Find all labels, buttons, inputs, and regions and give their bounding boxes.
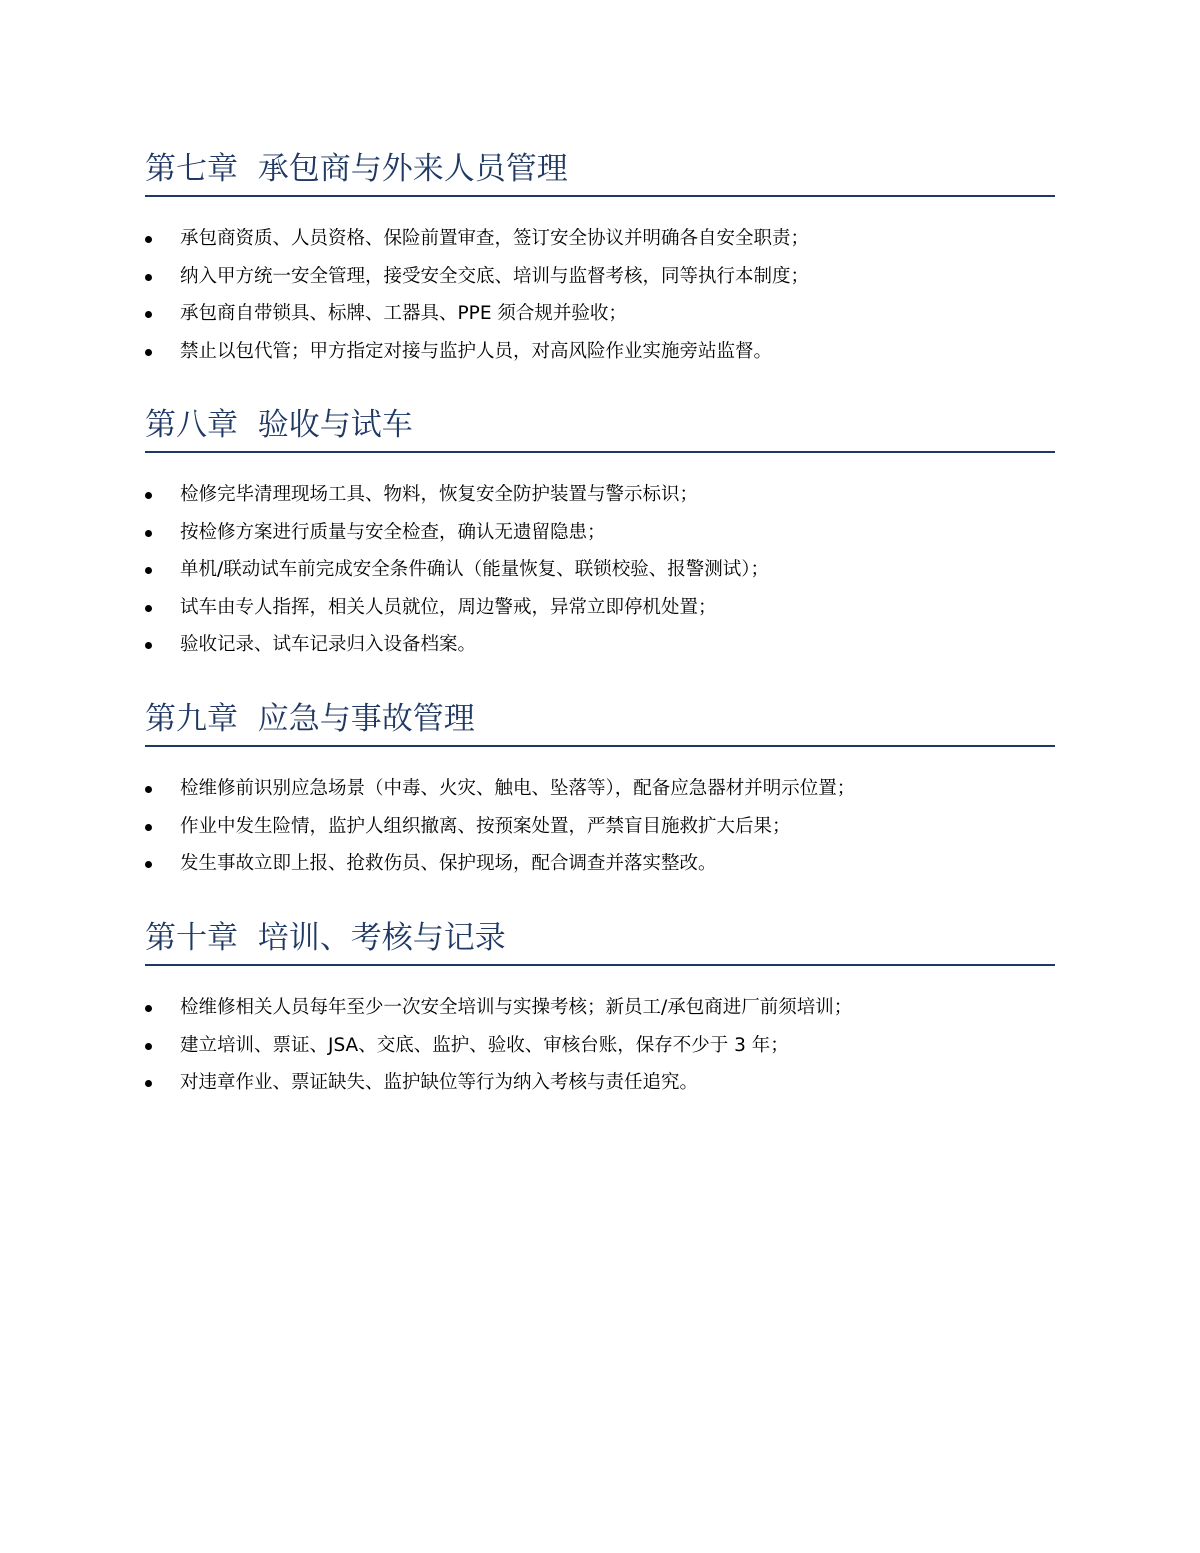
bullet-icon (145, 311, 152, 318)
chapter-7 (145, 149, 1055, 374)
list-item (145, 812, 1055, 850)
list-item-text: 纳入甲方统一安全管理，接受安全交底、培训与监督考核，同等执行本制度； (180, 265, 810, 287)
list-item (145, 774, 1055, 812)
bullet-list (145, 224, 1055, 374)
list-item-text: 对违章作业、票证缺失、监护缺位等行为纳入考核与责任追究。 (180, 1072, 699, 1093)
list-item (145, 1068, 1055, 1106)
chapter-10 (145, 918, 1055, 1106)
list-item (145, 555, 1055, 593)
bullet-icon (145, 1080, 152, 1087)
list-item-text: 发生事故立即上报、抢救伤员、保护现场，配合调查并落实整改。 (180, 853, 717, 874)
list-item (145, 224, 1055, 262)
list-item-text: 禁止以包代管；甲方指定对接与监护人员，对高风险作业实施旁站监督。 (180, 340, 773, 362)
list-item (145, 849, 1055, 887)
bullet-list (145, 480, 1055, 668)
list-item-text: 验收记录、试车记录归入设备档案。 (180, 634, 477, 655)
chapter-title: 第七章 承包商与外来人员管理 (145, 151, 568, 187)
list-item (145, 630, 1055, 668)
list-item-text: 承包商自带锁具、标牌、工器具、PPE 须合规并验收； (180, 303, 627, 324)
chapter-title: 第十章 培训、考核与记录 (145, 920, 506, 956)
list-item (145, 993, 1055, 1031)
list-item-text: 检维修相关人员每年至少一次安全培训与实操考核；新员工/承包商进厂前须培训； (180, 997, 853, 1018)
chapter-title: 第九章 应急与事故管理 (145, 701, 475, 737)
chapter-8 (145, 405, 1055, 668)
bullet-icon (145, 349, 152, 356)
list-item-text: 承包商资质、人员资格、保险前置审查，签订安全协议并明确各自安全职责； (180, 228, 810, 249)
bullet-icon (145, 530, 152, 537)
list-item-text: 试车由专人指挥，相关人员就位，周边警戒，异常立即停机处置； (180, 596, 717, 618)
list-item (145, 480, 1055, 518)
list-item (145, 593, 1055, 631)
list-item (145, 299, 1055, 337)
bullet-icon (145, 1005, 152, 1012)
bullet-icon (145, 567, 152, 574)
list-item-text: 作业中发生险情，监护人组织撤离、按预案处置，严禁盲目施救扩大后果； (180, 815, 791, 837)
bullet-icon (145, 642, 152, 649)
heading-underline (145, 195, 1055, 197)
list-item (145, 1031, 1055, 1069)
list-item-text: 按检修方案进行质量与安全检查，确认无遗留隐患； (180, 521, 606, 543)
list-item-text: 单机/联动试车前完成安全条件确认（能量恢复、联锁校验、报警测试）； (180, 559, 769, 580)
bullet-icon (145, 1043, 152, 1050)
bullet-icon (145, 274, 152, 281)
heading-underline (145, 745, 1055, 747)
bullet-icon (145, 861, 152, 868)
heading-underline (145, 451, 1055, 453)
bullet-list (145, 774, 1055, 887)
list-item (145, 262, 1055, 300)
list-item-text: 建立培训、票证、JSA、交底、监护、验收、审核台账，保存不少于 3 年； (180, 1034, 789, 1056)
bullet-list (145, 993, 1055, 1106)
heading-underline (145, 964, 1055, 966)
list-item (145, 337, 1055, 375)
chapter-9 (145, 699, 1055, 887)
chapter-title: 第八章 验收与试车 (145, 407, 413, 443)
list-item-text: 检修完毕清理现场工具、物料，恢复安全防护装置与警示标识； (180, 484, 699, 505)
bullet-icon (145, 786, 152, 793)
list-item (145, 518, 1055, 556)
bullet-icon (145, 824, 152, 831)
bullet-icon (145, 605, 152, 612)
bullet-icon (145, 236, 152, 243)
list-item-text: 检维修前识别应急场景（中毒、火灾、触电、坠落等），配备应急器材并明示位置； (180, 778, 856, 799)
bullet-icon (145, 492, 152, 499)
